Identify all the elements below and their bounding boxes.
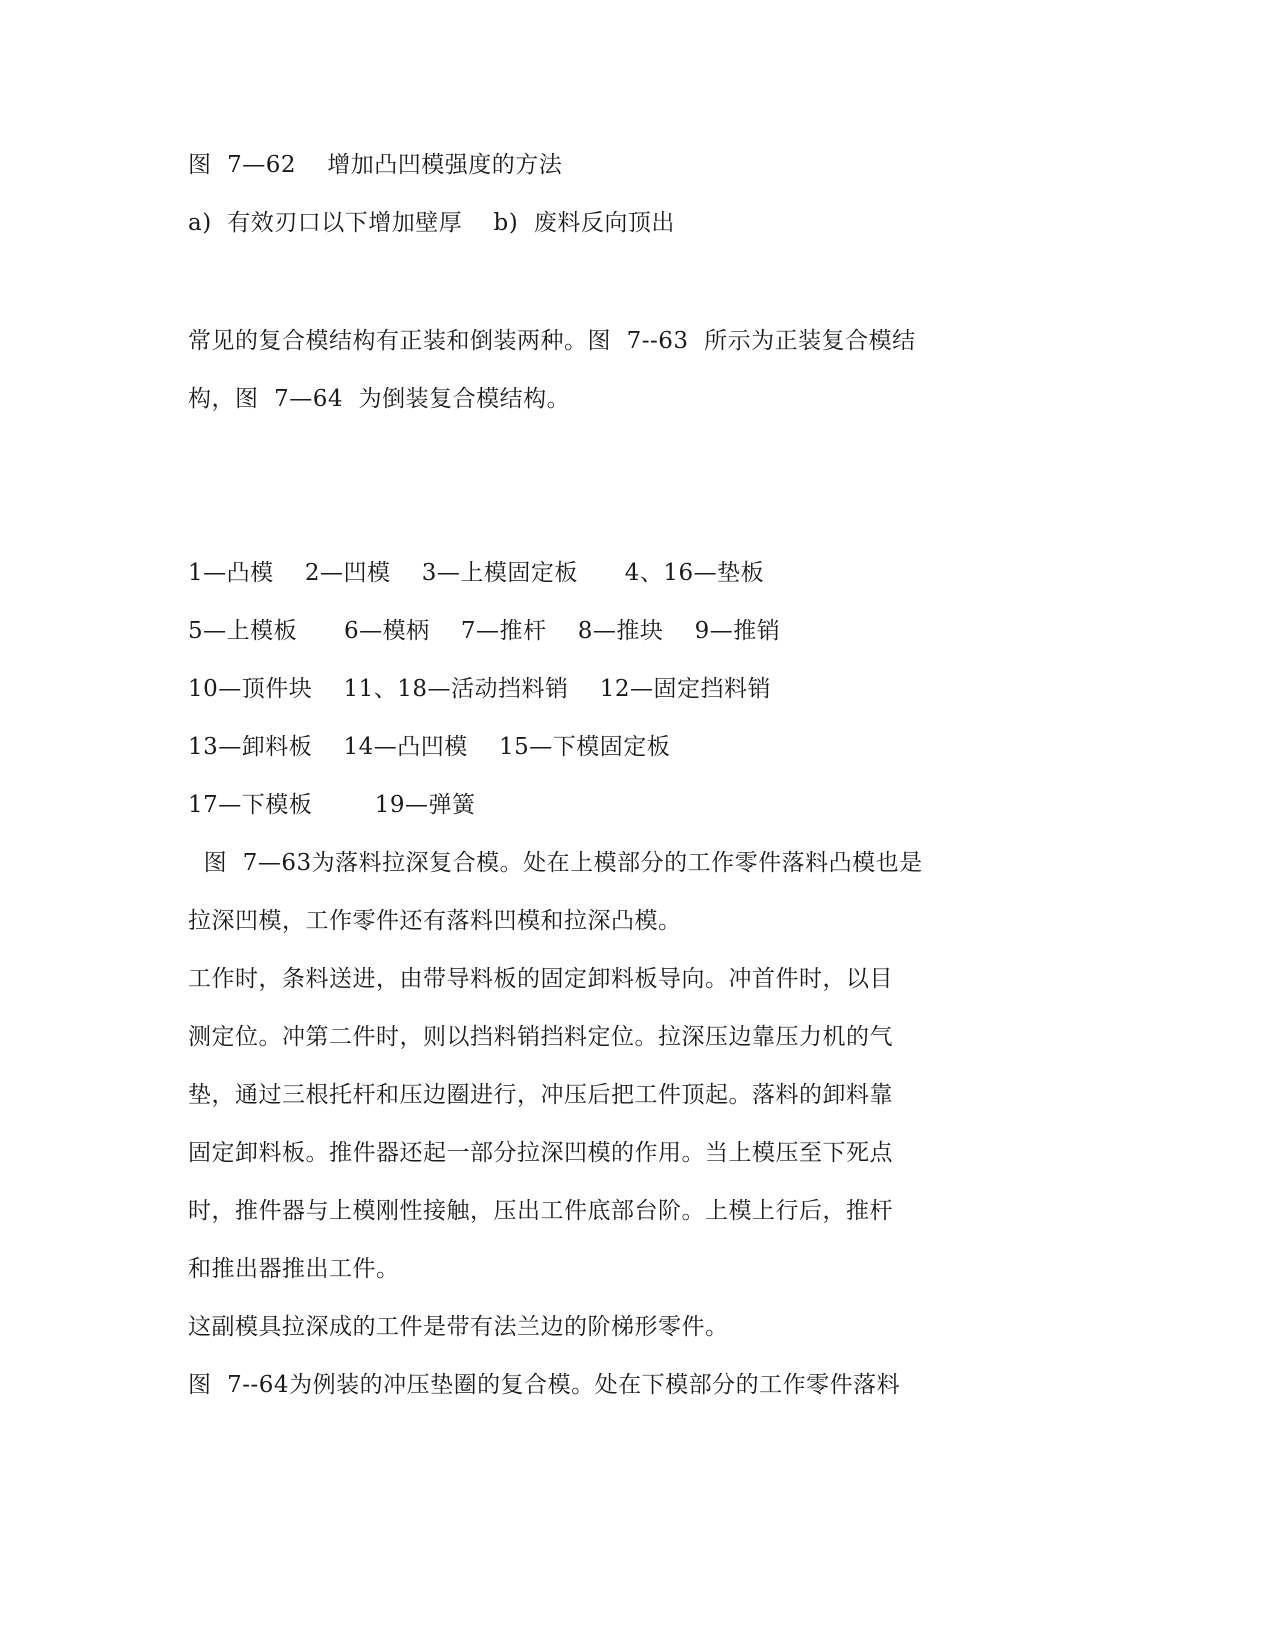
intro-paragraph-line-1: 常见的复合模结构有正装和倒装两种。图 7--63 所示为正装复合模结 bbox=[188, 328, 916, 354]
body-text-line: 固定卸料板。推件器还起一部分拉深凹模的作用。当上模压至下死点 bbox=[188, 1140, 893, 1166]
body-text-line: 时，推件器与上模刚性接触，压出工件底部台阶。上模上行后，推杆 bbox=[188, 1198, 893, 1224]
parts-legend-line: 1—凸模 2—凹模 3—上模固定板 4、16—垫板 bbox=[188, 560, 765, 586]
intro-paragraph-line-2: 构，图 7—64 为倒装复合模结构。 bbox=[188, 386, 571, 412]
parts-legend-line: 17—下模板 19—弹簧 bbox=[188, 792, 476, 818]
body-text-line: 图 7--64为例装的冲压垫圈的复合模。处在下模部分的工作零件落料 bbox=[188, 1372, 901, 1398]
parts-legend-line: 13—卸料板 14—凸凹模 15—下模固定板 bbox=[188, 734, 671, 760]
body-text-line: 和推出器推出工件。 bbox=[188, 1256, 400, 1282]
body-text-line: 这副模具拉深成的工件是带有法兰边的阶梯形零件。 bbox=[188, 1314, 729, 1340]
figure-subcaption: a) 有效刃口以下增加壁厚 b) 废料反向顶出 bbox=[188, 210, 675, 236]
figure-title: 图 7—62 增加凸凹模强度的方法 bbox=[188, 152, 563, 178]
parts-legend-line: 10—顶件块 11、18—活动挡料销 12—固定挡料销 bbox=[188, 676, 772, 702]
body-text-line: 拉深凹模，工作零件还有落料凹模和拉深凸模。 bbox=[188, 908, 682, 934]
body-text-line: 图 7—63为落料拉深复合模。处在上模部分的工作零件落料凸模也是 bbox=[188, 850, 923, 876]
parts-legend-line: 5—上模板 6—模柄 7—推杆 8—推块 9—推销 bbox=[188, 618, 781, 644]
body-text-line: 测定位。冲第二件时，则以挡料销挡料定位。拉深压边靠压力机的气 bbox=[188, 1024, 893, 1050]
body-text-line: 垫，通过三根托杆和压边圈进行，冲压后把工件顶起。落料的卸料靠 bbox=[188, 1082, 893, 1108]
body-text-line: 工作时，条料送进，由带导料板的固定卸料板导向。冲首件时，以目 bbox=[188, 966, 893, 992]
